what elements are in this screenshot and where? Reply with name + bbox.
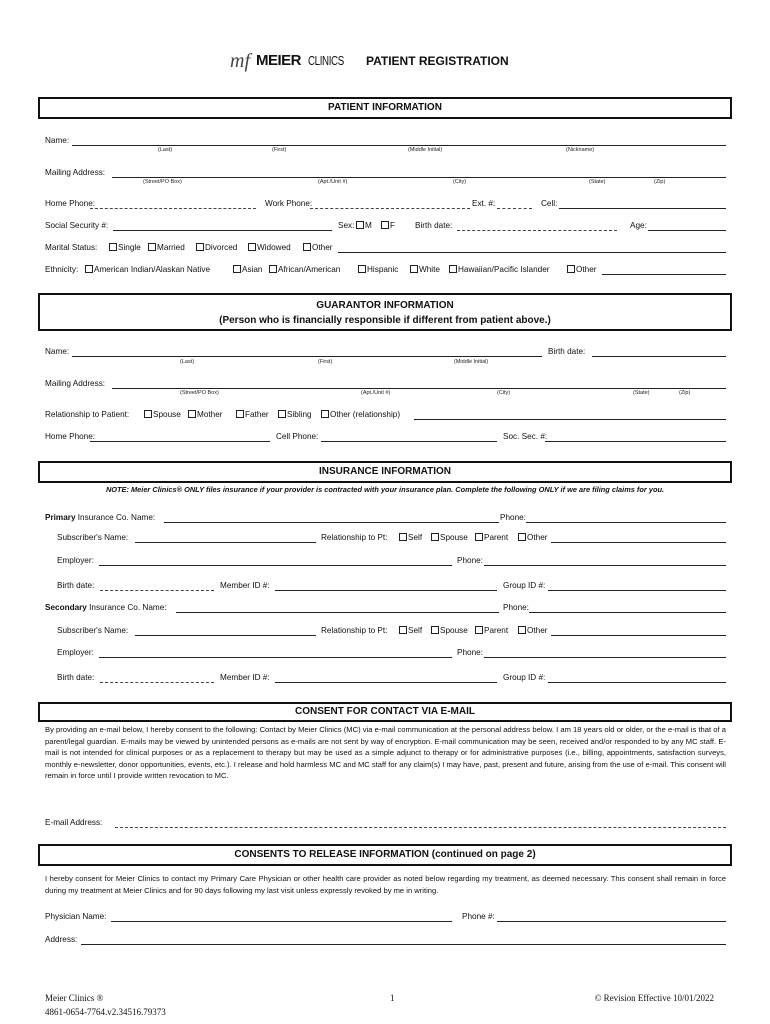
checkbox-icon	[475, 533, 483, 541]
checkbox-icon	[148, 243, 156, 251]
guarantor-name-field[interactable]	[72, 346, 542, 357]
checkbox-icon	[399, 533, 407, 541]
primary-rel-label: Relationship to Pt:	[321, 533, 388, 542]
secondary-subscriber-field[interactable]	[135, 625, 316, 636]
secondary-member-label: Member ID #:	[220, 673, 270, 682]
primary-rel-spouse[interactable]	[431, 533, 468, 543]
checkbox-icon	[233, 265, 241, 273]
physician-label: Physician Name:	[45, 912, 107, 921]
ethnicity-hispanic[interactable]	[358, 265, 398, 275]
secondary-bold: Secondary	[45, 603, 87, 612]
primary-employer-field[interactable]	[99, 555, 452, 566]
physician-field[interactable]	[111, 911, 452, 922]
checkbox-icon	[475, 626, 483, 634]
primary-group-label: Group ID #:	[503, 581, 546, 590]
checkbox-icon	[449, 265, 457, 273]
ethnicity-other[interactable]	[567, 265, 596, 275]
sub-nickname: (Nickname)	[566, 147, 595, 153]
ethnicity-hispanic-text: Hispanic	[367, 265, 399, 274]
work-phone-label: Work Phone:	[265, 199, 313, 208]
rel-spouse-text: Spouse	[153, 410, 181, 419]
primary-ins-row	[45, 511, 726, 523]
marital-single[interactable]	[109, 243, 141, 253]
secondary-rel-spouse-text: Spouse	[440, 626, 468, 635]
g-sub-apt: (Apt./Unit #)	[361, 390, 391, 396]
email-consent-heading	[38, 702, 732, 722]
g-home-phone-label: Home Phone:	[45, 432, 96, 441]
checkbox-icon	[321, 410, 329, 418]
checkbox-icon	[196, 243, 204, 251]
checkbox-icon	[85, 265, 93, 273]
secondary-ins-label	[45, 603, 167, 613]
primary-ins-label	[45, 513, 155, 523]
footer-doc-id: 4861-0654-7764.v2.34516.79373	[45, 1007, 166, 1017]
secondary-rel-other-text: Other	[527, 626, 548, 635]
marital-married[interactable]	[148, 243, 185, 253]
ethnicity-american-indian[interactable]	[85, 265, 210, 275]
g-sub-last: (Last)	[180, 359, 195, 365]
address-field[interactable]	[81, 934, 726, 945]
primary-member-field[interactable]	[275, 580, 497, 591]
insurance-heading-text: INSURANCE INFORMATION	[318, 466, 452, 477]
rel-mother[interactable]	[188, 410, 222, 420]
release-text: I hereby consent for Meier Clinics to contact my Primary Care Physician or other health care provider as noted below regarding my treatment, as deemed necessary. This consent shall remain in force during my treatment at Meier Clinics and for 90 days following my last visit unless expressly revoked by me in writing.	[45, 874, 726, 895]
rel-sibling-text: Sibling	[287, 410, 312, 419]
logo-script: mf	[230, 50, 250, 72]
ethnicity-white[interactable]	[410, 265, 440, 275]
primary-employer-phone-field[interactable]	[484, 555, 726, 566]
ethnicity-white-text: White	[419, 265, 440, 274]
primary-rel-self-text: Self	[408, 533, 423, 542]
physician-row	[45, 910, 726, 922]
primary-rel-other-field[interactable]	[551, 532, 726, 543]
marital-divorced-text: Divorced	[205, 243, 238, 252]
secondary-group-field[interactable]	[548, 672, 726, 683]
g-cell-phone-field[interactable]	[321, 431, 497, 442]
secondary-rel-label: Relationship to Pt:	[321, 626, 388, 635]
checkbox-icon	[269, 265, 277, 273]
g-sub-middle: (Middle Initial)	[454, 359, 489, 365]
secondary-employer-phone-label: Phone:	[457, 648, 483, 657]
cell-label: Cell:	[541, 199, 558, 208]
secondary-phone-label: Phone:	[503, 603, 529, 612]
age-field[interactable]	[648, 220, 726, 231]
secondary-group-label: Group ID #:	[503, 673, 546, 682]
checkbox-icon	[144, 410, 152, 418]
guarantor-mailing-field[interactable]	[112, 378, 726, 389]
primary-employer-phone-label: Phone:	[457, 556, 483, 565]
birth-field[interactable]	[457, 220, 617, 231]
marital-other-text: Other	[312, 243, 333, 252]
patient-name-row	[45, 134, 726, 146]
secondary-subscriber-label: Subscriber's Name:	[57, 626, 129, 635]
ethnicity-asian-text: Asian	[242, 265, 263, 274]
insurance-note: NOTE: Meier Clinics® ONLY files insurance if your provider is contracted with your insurance plan. Complete the following ONLY if we are filing claims for you.	[105, 485, 665, 494]
guarantor-subheading-text: (Person who is financially responsible if different from patient above.)	[219, 315, 551, 326]
marital-other-field[interactable]	[338, 242, 726, 253]
ssn-field[interactable]	[113, 220, 332, 231]
guarantor-birth-field[interactable]	[592, 346, 726, 357]
secondary-birth-label: Birth date:	[57, 673, 95, 682]
secondary-ids-row	[57, 671, 726, 683]
patient-name-label: Name:	[45, 136, 70, 145]
checkbox-icon	[567, 265, 575, 273]
sex-label: Sex:	[338, 221, 355, 230]
primary-rel-spouse-text: Spouse	[440, 533, 468, 542]
sub-city: (City)	[453, 179, 467, 185]
sex-m-text: M	[365, 221, 372, 230]
email-consent-heading-text: CONSENT FOR CONTACT VIA E-MAIL	[295, 706, 475, 717]
primary-ins-name-label: Insurance Co. Name:	[77, 513, 156, 522]
patient-name-field[interactable]	[72, 135, 726, 146]
ethnicity-other-field[interactable]	[602, 264, 726, 275]
guarantor-relationship-row	[45, 408, 726, 420]
guarantor-phone-row	[45, 430, 726, 442]
patient-mailing-field[interactable]	[112, 167, 726, 178]
checkbox-icon	[188, 410, 196, 418]
secondary-rel-parent-text: Parent	[484, 626, 509, 635]
ethnicity-hawaiian[interactable]	[449, 265, 549, 275]
g-cell-phone-label: Cell Phone:	[276, 432, 319, 441]
patient-phone-row	[45, 197, 726, 209]
secondary-birth-field[interactable]	[100, 672, 214, 683]
secondary-employer-field[interactable]	[99, 647, 452, 658]
secondary-ins-row	[45, 601, 726, 613]
marital-married-text: Married	[157, 243, 185, 252]
marital-label: Marital Status:	[45, 243, 98, 252]
email-consent-text: By providing an e-mail below, I hereby consent to the following: Contact by Meier Clinics (MC) via e-mail communication at the personal address below. I am 18 years old or older, or the e-mail is that of a parent/legal guardian. E-mails may be viewed by unintended persons as e-mails are not sent by way of encryption. E-mail communication may be seen, received and/or responded to by any MC staff. E-mail is not intended for clinical purposes or as a replacement to therapy but may be used as a simple adjunct to therapy or for administrative purposes (i.e., billing, appointments, satisfaction surveys, monthly e-newsletter, donor opportunities, events, etc.). I release and hold harmless MC and MC staff for any claim(s) I may have, past, present and future, arising from the use of e-mail. This consent will remain in force until I provide written revocation to MC.	[45, 725, 726, 780]
sub-zip: (Zip)	[654, 179, 666, 185]
primary-birth-field[interactable]	[100, 580, 214, 591]
rel-other-text: Other (relationship)	[330, 410, 401, 419]
footer-left: Meier Clinics ®	[45, 993, 104, 1003]
home-phone-field[interactable]	[90, 198, 256, 209]
insurance-heading	[38, 461, 732, 483]
primary-employer-label: Employer:	[57, 556, 94, 565]
email-label: E-mail Address:	[45, 818, 103, 827]
g-soc-sec-label: Soc. Sec. #:	[503, 432, 548, 441]
rel-spouse[interactable]	[144, 410, 181, 420]
ethnicity-american-indian-text: American Indian/Alaskan Native	[94, 265, 211, 274]
physician-phone-field[interactable]	[497, 911, 726, 922]
ethnicity-label: Ethnicity:	[45, 265, 79, 274]
primary-bold: Primary	[45, 513, 76, 522]
ethnicity-african-american-text: African/American	[278, 265, 341, 274]
physician-phone-label: Phone #:	[462, 912, 495, 921]
checkbox-icon	[410, 265, 418, 273]
logo-sub: CLINICS	[308, 53, 344, 68]
sub-street: (Street/PO Box)	[143, 179, 182, 185]
checkbox-icon	[358, 265, 366, 273]
guarantor-heading	[38, 293, 732, 331]
ethnicity-row	[45, 263, 726, 275]
rel-other-field[interactable]	[414, 409, 726, 420]
primary-phone-label: Phone:	[500, 513, 526, 522]
checkbox-icon	[431, 626, 439, 634]
logo	[230, 48, 360, 74]
footer-revision: © Revision Effective 10/01/2022	[594, 993, 714, 1003]
patient-info-heading	[38, 97, 732, 119]
guarantor-name-row	[45, 345, 726, 357]
marital-divorced[interactable]	[196, 243, 237, 253]
footer-page-number: 1	[390, 993, 395, 1003]
primary-birth-label: Birth date:	[57, 581, 95, 590]
rel-other[interactable]	[321, 410, 400, 420]
checkbox-icon	[109, 243, 117, 251]
relationship-label: Relationship to Patient:	[45, 410, 130, 419]
email-field[interactable]	[115, 817, 726, 828]
secondary-rel-self[interactable]	[399, 626, 422, 636]
rel-father[interactable]	[236, 410, 269, 420]
checkbox-icon	[518, 626, 526, 634]
primary-rel-other-text: Other	[527, 533, 548, 542]
work-phone-field[interactable]	[310, 198, 470, 209]
g-soc-sec-field[interactable]	[545, 431, 726, 442]
primary-employer-row	[57, 554, 726, 566]
ssn-label: Social Security #:	[45, 221, 109, 230]
checkbox-icon	[278, 410, 286, 418]
checkbox-icon	[356, 221, 364, 229]
guarantor-mailing-row	[45, 377, 726, 389]
marital-widowed-text: Widowed	[257, 243, 291, 252]
secondary-member-field[interactable]	[275, 672, 497, 683]
rel-mother-text: Mother	[197, 410, 223, 419]
logo-brand: MEIER	[256, 52, 302, 69]
secondary-rel-self-text: Self	[408, 626, 423, 635]
secondary-rel-other-field[interactable]	[551, 625, 726, 636]
guarantor-name-label: Name:	[45, 347, 70, 356]
primary-group-field[interactable]	[548, 580, 726, 591]
checkbox-icon	[303, 243, 311, 251]
primary-subscriber-field[interactable]	[135, 532, 316, 543]
guarantor-mailing-label: Mailing Address:	[45, 379, 106, 388]
guarantor-heading-text: GUARANTOR INFORMATION	[316, 300, 454, 311]
primary-subscriber-row	[57, 531, 726, 543]
rel-sibling[interactable]	[278, 410, 312, 420]
patient-ssn-row	[45, 219, 726, 231]
rel-father-text: Father	[245, 410, 269, 419]
checkbox-icon	[381, 221, 389, 229]
secondary-employer-row	[57, 646, 726, 658]
secondary-ins-field[interactable]	[176, 602, 499, 613]
sex-m-option[interactable]	[356, 221, 372, 231]
email-row	[45, 816, 726, 828]
primary-rel-parent-text: Parent	[484, 533, 509, 542]
ethnicity-other-text: Other	[576, 265, 597, 274]
home-phone-label: Home Phone:	[45, 199, 96, 208]
sex-f-option[interactable]	[381, 221, 395, 231]
release-heading	[38, 844, 732, 866]
secondary-rel-parent[interactable]	[475, 626, 508, 636]
primary-phone-field[interactable]	[526, 512, 726, 523]
sub-first: (First)	[272, 147, 287, 153]
checkbox-icon	[399, 626, 407, 634]
secondary-employer-phone-field[interactable]	[484, 647, 726, 658]
g-sub-zip: (Zip)	[679, 390, 691, 396]
address-row	[45, 933, 726, 945]
primary-member-label: Member ID #:	[220, 581, 270, 590]
marital-single-text: Single	[118, 243, 141, 252]
g-home-phone-field[interactable]	[90, 431, 270, 442]
checkbox-icon	[248, 243, 256, 251]
secondary-subscriber-row	[57, 624, 726, 636]
primary-rel-other[interactable]	[518, 533, 547, 543]
age-label: Age:	[630, 221, 647, 230]
marital-row	[45, 241, 726, 253]
sub-last: (Last)	[158, 147, 173, 153]
secondary-phone-field[interactable]	[529, 602, 726, 613]
checkbox-icon	[236, 410, 244, 418]
ext-label: Ext. #:	[472, 199, 496, 208]
checkbox-icon	[431, 533, 439, 541]
primary-ins-field[interactable]	[164, 512, 499, 523]
g-sub-city: (City)	[497, 390, 511, 396]
sub-apt: (Apt./Unit #)	[318, 179, 348, 185]
primary-ids-row	[57, 579, 726, 591]
secondary-employer-label: Employer:	[57, 648, 94, 657]
sex-f-text: F	[390, 221, 396, 230]
patient-mailing-row	[45, 166, 726, 178]
checkbox-icon	[518, 533, 526, 541]
secondary-rel-other[interactable]	[518, 626, 547, 636]
primary-rel-parent[interactable]	[475, 533, 508, 543]
g-sub-first: (First)	[318, 359, 333, 365]
primary-subscriber-label: Subscriber's Name:	[57, 533, 129, 542]
page-title: PATIENT REGISTRATION	[366, 54, 509, 68]
sub-state: (State)	[589, 179, 606, 185]
birth-label: Birth date:	[415, 221, 453, 230]
address-label: Address:	[45, 935, 78, 944]
secondary-rel-spouse[interactable]	[431, 626, 468, 636]
primary-rel-self[interactable]	[399, 533, 422, 543]
cell-field[interactable]	[559, 198, 726, 209]
ethnicity-african-american[interactable]	[269, 265, 340, 275]
marital-widowed[interactable]	[248, 243, 291, 253]
patient-mailing-label: Mailing Address:	[45, 168, 106, 177]
marital-other[interactable]	[303, 243, 332, 253]
ext-field[interactable]	[497, 198, 532, 209]
ethnicity-hawaiian-text: Hawaiian/Pacific Islander	[458, 265, 550, 274]
g-sub-state: (State)	[633, 390, 650, 396]
patient-info-heading-text: PATIENT INFORMATION	[328, 102, 442, 113]
g-sub-street: (Street/PO Box)	[180, 390, 219, 396]
secondary-ins-name-label: Insurance Co. Name:	[89, 603, 167, 612]
release-heading-text: CONSENTS TO RELEASE INFORMATION (continued on page 2)	[234, 849, 536, 860]
sub-middle: (Middle Initial)	[408, 147, 443, 153]
guarantor-birth-label: Birth date:	[548, 347, 586, 356]
ethnicity-asian[interactable]	[233, 265, 262, 275]
